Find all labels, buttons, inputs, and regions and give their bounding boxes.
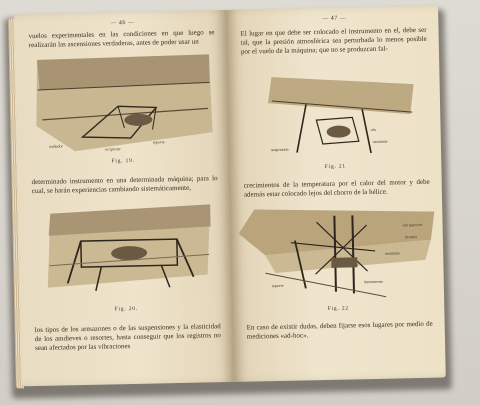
fig21-label-1: montante bbox=[372, 138, 388, 144]
fig21-label-0: ala bbox=[370, 126, 376, 132]
right-page bbox=[226, 6, 446, 382]
fig22-caption: Fig. 22 bbox=[327, 305, 349, 312]
left-page bbox=[14, 10, 234, 386]
fig22-label-1: tirantes bbox=[404, 234, 418, 240]
fig21-label-2: suspensión bbox=[270, 146, 289, 153]
right-paragraph-2: crecimientos de la temperatura por el calor del motor y debe además estar colocado lejos del chorro de la hélice. bbox=[243, 177, 430, 199]
right-paragraph-1: El lugar en que debe ser colocado el instrumento en el, debe ser tal, que la presión atmosférica sea perturbada lo menos posible por el vuelo de la máquina; que no se produzcan fal- bbox=[240, 25, 427, 56]
open-book bbox=[8, 6, 448, 393]
right-page-number: — 47 — bbox=[322, 15, 347, 22]
left-paragraph-1: vuelos experimentales en las condiciones en que luego se realizarán las ascensiones verdaderas, antes de poder usar un bbox=[28, 28, 215, 50]
fig21-caption: Fig. 21 bbox=[324, 163, 347, 170]
fig19-label-2: soporte bbox=[152, 139, 165, 145]
fig19-label-0: radiador bbox=[48, 143, 64, 149]
fig22-label-2: montante bbox=[385, 250, 401, 256]
right-paragraph-3: En caso de existir dudas, deben fijarse esos lugares por medio de mediciones «ad-hoc». bbox=[246, 319, 433, 341]
figure-20-illustration bbox=[44, 200, 214, 299]
left-paragraph-2: determinado instrumento en una determinada máquina; para lo cual, se harán experiencias cambiando sistemáticamente, bbox=[31, 174, 218, 196]
figure-22-illustration bbox=[234, 200, 440, 304]
fig19-caption: Fig. 19. bbox=[111, 157, 135, 165]
left-paragraph-3: los tipos de los armazones o de las suspensiones y la elasticidad de los amdieves o resortes, hasta conseguir que los registros no sean afectados por las vibraciones bbox=[34, 322, 221, 353]
figure-19-illustration bbox=[33, 52, 217, 156]
left-page-number: — 46 — bbox=[110, 19, 135, 27]
fig20-caption: Fig. 20. bbox=[114, 305, 139, 313]
fig22-label-4: instrumento bbox=[363, 278, 383, 285]
fig22-label-0: ala superior bbox=[402, 221, 423, 228]
figure-21-illustration bbox=[265, 70, 417, 159]
fig22-label-3: soporte bbox=[271, 282, 284, 289]
fig19-label-1: recipiente bbox=[104, 146, 121, 152]
